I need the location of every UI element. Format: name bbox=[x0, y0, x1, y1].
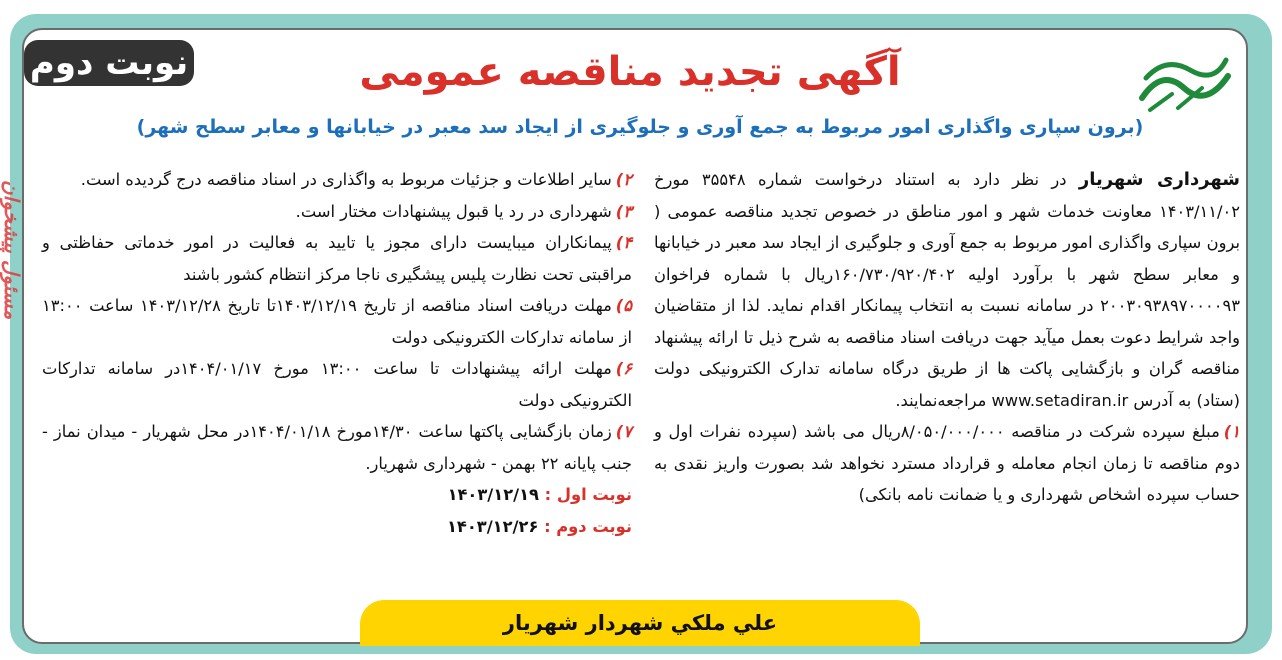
mayor-signature-banner: علي ملكي شهردار شهريار bbox=[360, 600, 920, 646]
item-number: ۴) bbox=[615, 233, 632, 252]
side-watermark: مسئول پیشخوان bbox=[0, 180, 24, 320]
item-number: ۱) bbox=[1223, 422, 1240, 441]
item-number: ۶) bbox=[615, 359, 632, 378]
notice-subtitle: (برون سپاری واگذاری امور مربوط به جمع آوری و جلوگیری از ایجاد سد معبر در خیابانها و معابر سطح شهر) bbox=[136, 116, 1144, 138]
item-text: شهرداری در رد یا قبول پیشنهادات مختار است. bbox=[295, 201, 612, 221]
list-item bbox=[42, 416, 632, 479]
item-text: مبلغ سپرده شرکت در مناقصه ۸/۰۵۰/۰۰۰/۰۰۰ریال می باشد (سپرده نفرات اول و دوم مناقصه تا زمان انجام معامله و قرارداد مسترد نخواهد شد بصورت واریز نقدی به حساب سپرده اشخاص شهرداری و یا ضمانت نامه بانکی) bbox=[654, 422, 1240, 504]
list-item bbox=[42, 353, 632, 416]
item-text: پیمانکاران میبایست دارای مجوز یا تایید به فعالیت در امور خدماتی حفاظتی و مراقبتی تحت نظارت پلیس پیشگیری ناجا مرکز انتظام کشور باشند bbox=[42, 233, 632, 284]
list-item bbox=[42, 164, 632, 196]
item-number: ۲) bbox=[615, 170, 632, 189]
item-text: زمان بازگشایی پاکتها ساعت ۱۴/۳۰مورخ ۱۴۰۴/۰۱/۱۸در محل شهریار - میدان نماز - جنب پایانه ۲۲ بهمن - شهرداری شهریار. bbox=[42, 422, 632, 473]
intro-text: در نظر دارد به استناد درخواست شماره ۳۵۵۴۸ مورخ ۱۴۰۳/۱۱/۰۲ معاونت خدمات شهر و امور مناطق در خصوص تجدید مناقصه عمومی ( برون سپاری واگذاری امور مربوط به جمع آوری و جلوگیری از ایجاد سد معبر در خیابانها و معابر سطح شهر با برآورد اولیه ۱۶۰/۷۳۰/۹۲۰/۴۰۲ریال با شماره فراخوان ۲۰۰۳۰۹۳۸۹۷۰۰۰۰۹۳ در سامانه نسبت به انتخاب پیمانکار اقدام نماید. لذا از متقاضیان واجد شرایط دعوت بعمل میآید جهت دریافت اسناد مناقصه به شرح ذیل تا ارائه پیشنهاد مناقصه گران و بازگشایی پاکت ها از طریق درگاه سامانه تدارک الکترونیکی دولت (ستاد) به آدرس www.setadiran.ir مراجعه‌نمایند. bbox=[654, 170, 1240, 410]
notice-body-right bbox=[654, 164, 1240, 511]
item-number: ۵) bbox=[615, 296, 632, 315]
list-item bbox=[42, 227, 632, 290]
notice-body-left bbox=[42, 164, 632, 542]
item-text: مهلت دریافت اسناد مناقصه از تاریخ ۱۴۰۳/۱۲/۱۹تا تاریخ ۱۴۰۳/۱۲/۲۸ ساعت ۱۳:۰۰ از سامانه تدارکات الکترونیکی دولت bbox=[42, 296, 632, 347]
notice-title: آگهی تجدید مناقصه عمومی bbox=[359, 49, 901, 95]
item-text: سایر اطلاعات و جزئیات مربوط به واگذاری در اسناد مناقصه درج گردیده است. bbox=[80, 170, 612, 189]
list-item bbox=[42, 196, 632, 228]
second-round-stamp: نوبت دوم bbox=[24, 40, 194, 86]
item-number: ۳) bbox=[615, 201, 632, 221]
issuer-name: شهرداری شهریار bbox=[1078, 169, 1240, 190]
first-round-date: نوبت اول : ۱۴۰۳/۱۲/۱۹ bbox=[447, 485, 632, 504]
item-number: ۷) bbox=[615, 422, 632, 441]
item-text: مهلت ارائه پیشنهادات تا ساعت ۱۳:۰۰ مورخ ۱۴۰۴/۰۱/۱۷در سامانه تدارکات الکترونیکی دولت bbox=[42, 359, 632, 410]
municipality-logo-icon bbox=[1132, 48, 1236, 118]
list-item bbox=[42, 290, 632, 353]
second-round-date: نوبت دوم : ۱۴۰۳/۱۲/۲۶ bbox=[446, 516, 632, 536]
